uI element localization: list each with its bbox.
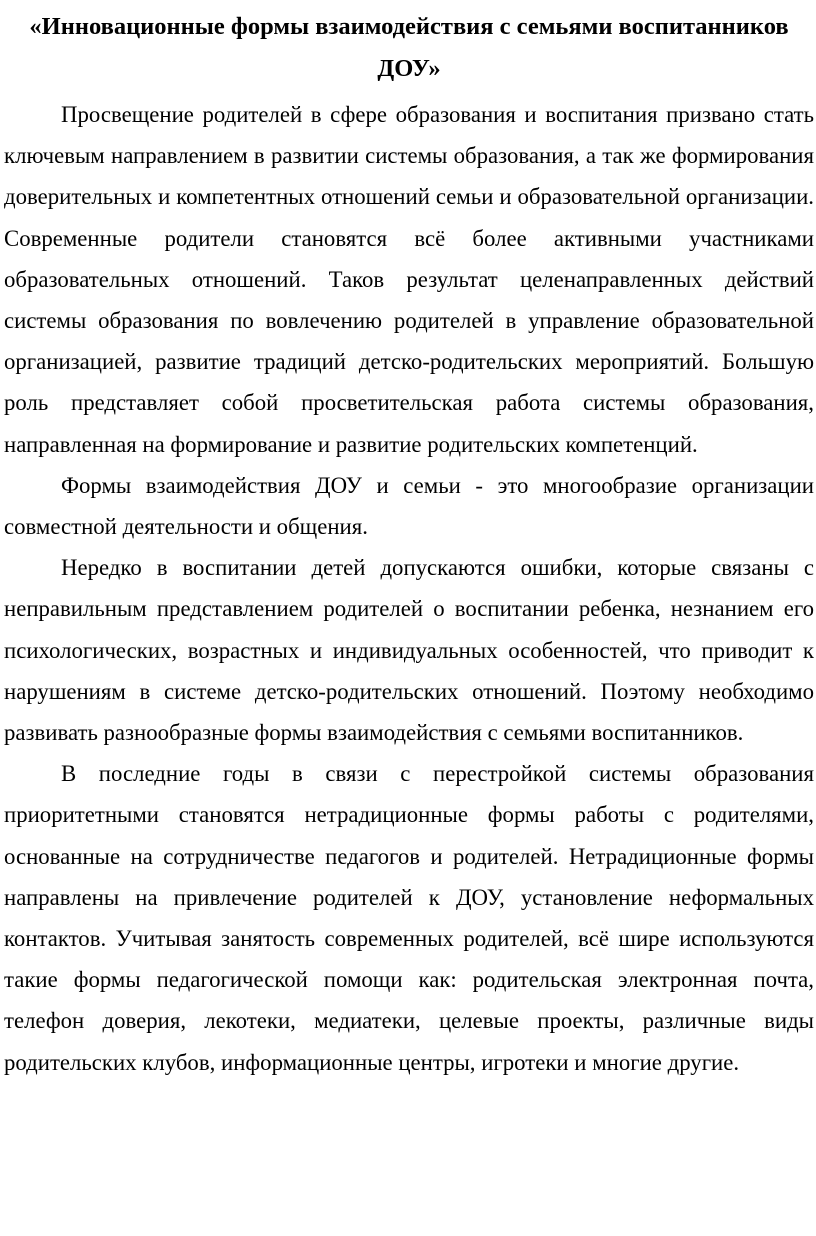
paragraph-1: Просвещение родителей в сфере образования и воспитания призвано стать ключевым направлением в развитии системы образования, а так же формирования доверительных и компетентных отношений семьи и образовательной организации. Современные родители становятся всё более активными участниками образовательных отношений. Таков результат целенаправленных действий системы образования по вовлечению родителей в управление образовательной организацией, развитие традиций детско-родительских мероприятий. Большую роль представляет собой просветительская работа системы образования, направленная на формирование и развитие родительских компетенций. (4, 102, 814, 457)
paragraph-2: Формы взаимодействия ДОУ и семьи - это многообразие организации совместной деятельности и общения. (4, 472, 814, 540)
paragraph-4: В последние годы в связи с перестройкой системы образования приоритетными становятся нетрадиционные формы работы с родителями, основанные на сотрудничестве педагогов и родителей. Нетрадиционные формы направлены на привлечение родителей к ДОУ, установление неформальных контактов. Учитывая занятость современных родителей, всё шире используются такие формы педагогической помощи как: родительская электронная почта, телефон доверия, лекотеки, медиатеки, целевые проекты, различные виды родительских клубов, информационные центры, игротеки и многие другие. (4, 761, 814, 1075)
document-title: «Инновационные формы взаимодействия с семьями воспитанников ДОУ» (29, 13, 789, 82)
paragraph-3: Нередко в воспитании детей допускаются ошибки, которые связаны с неправильным представлением родителей о воспитании ребенка, незнанием его психологических, возрастных и индивидуальных особенностей, что приводит к нарушениям в системе детско-родительских отношений. Поэтому необходимо развивать разнообразные формы взаимодействия с семьями воспитанников. (4, 555, 814, 746)
